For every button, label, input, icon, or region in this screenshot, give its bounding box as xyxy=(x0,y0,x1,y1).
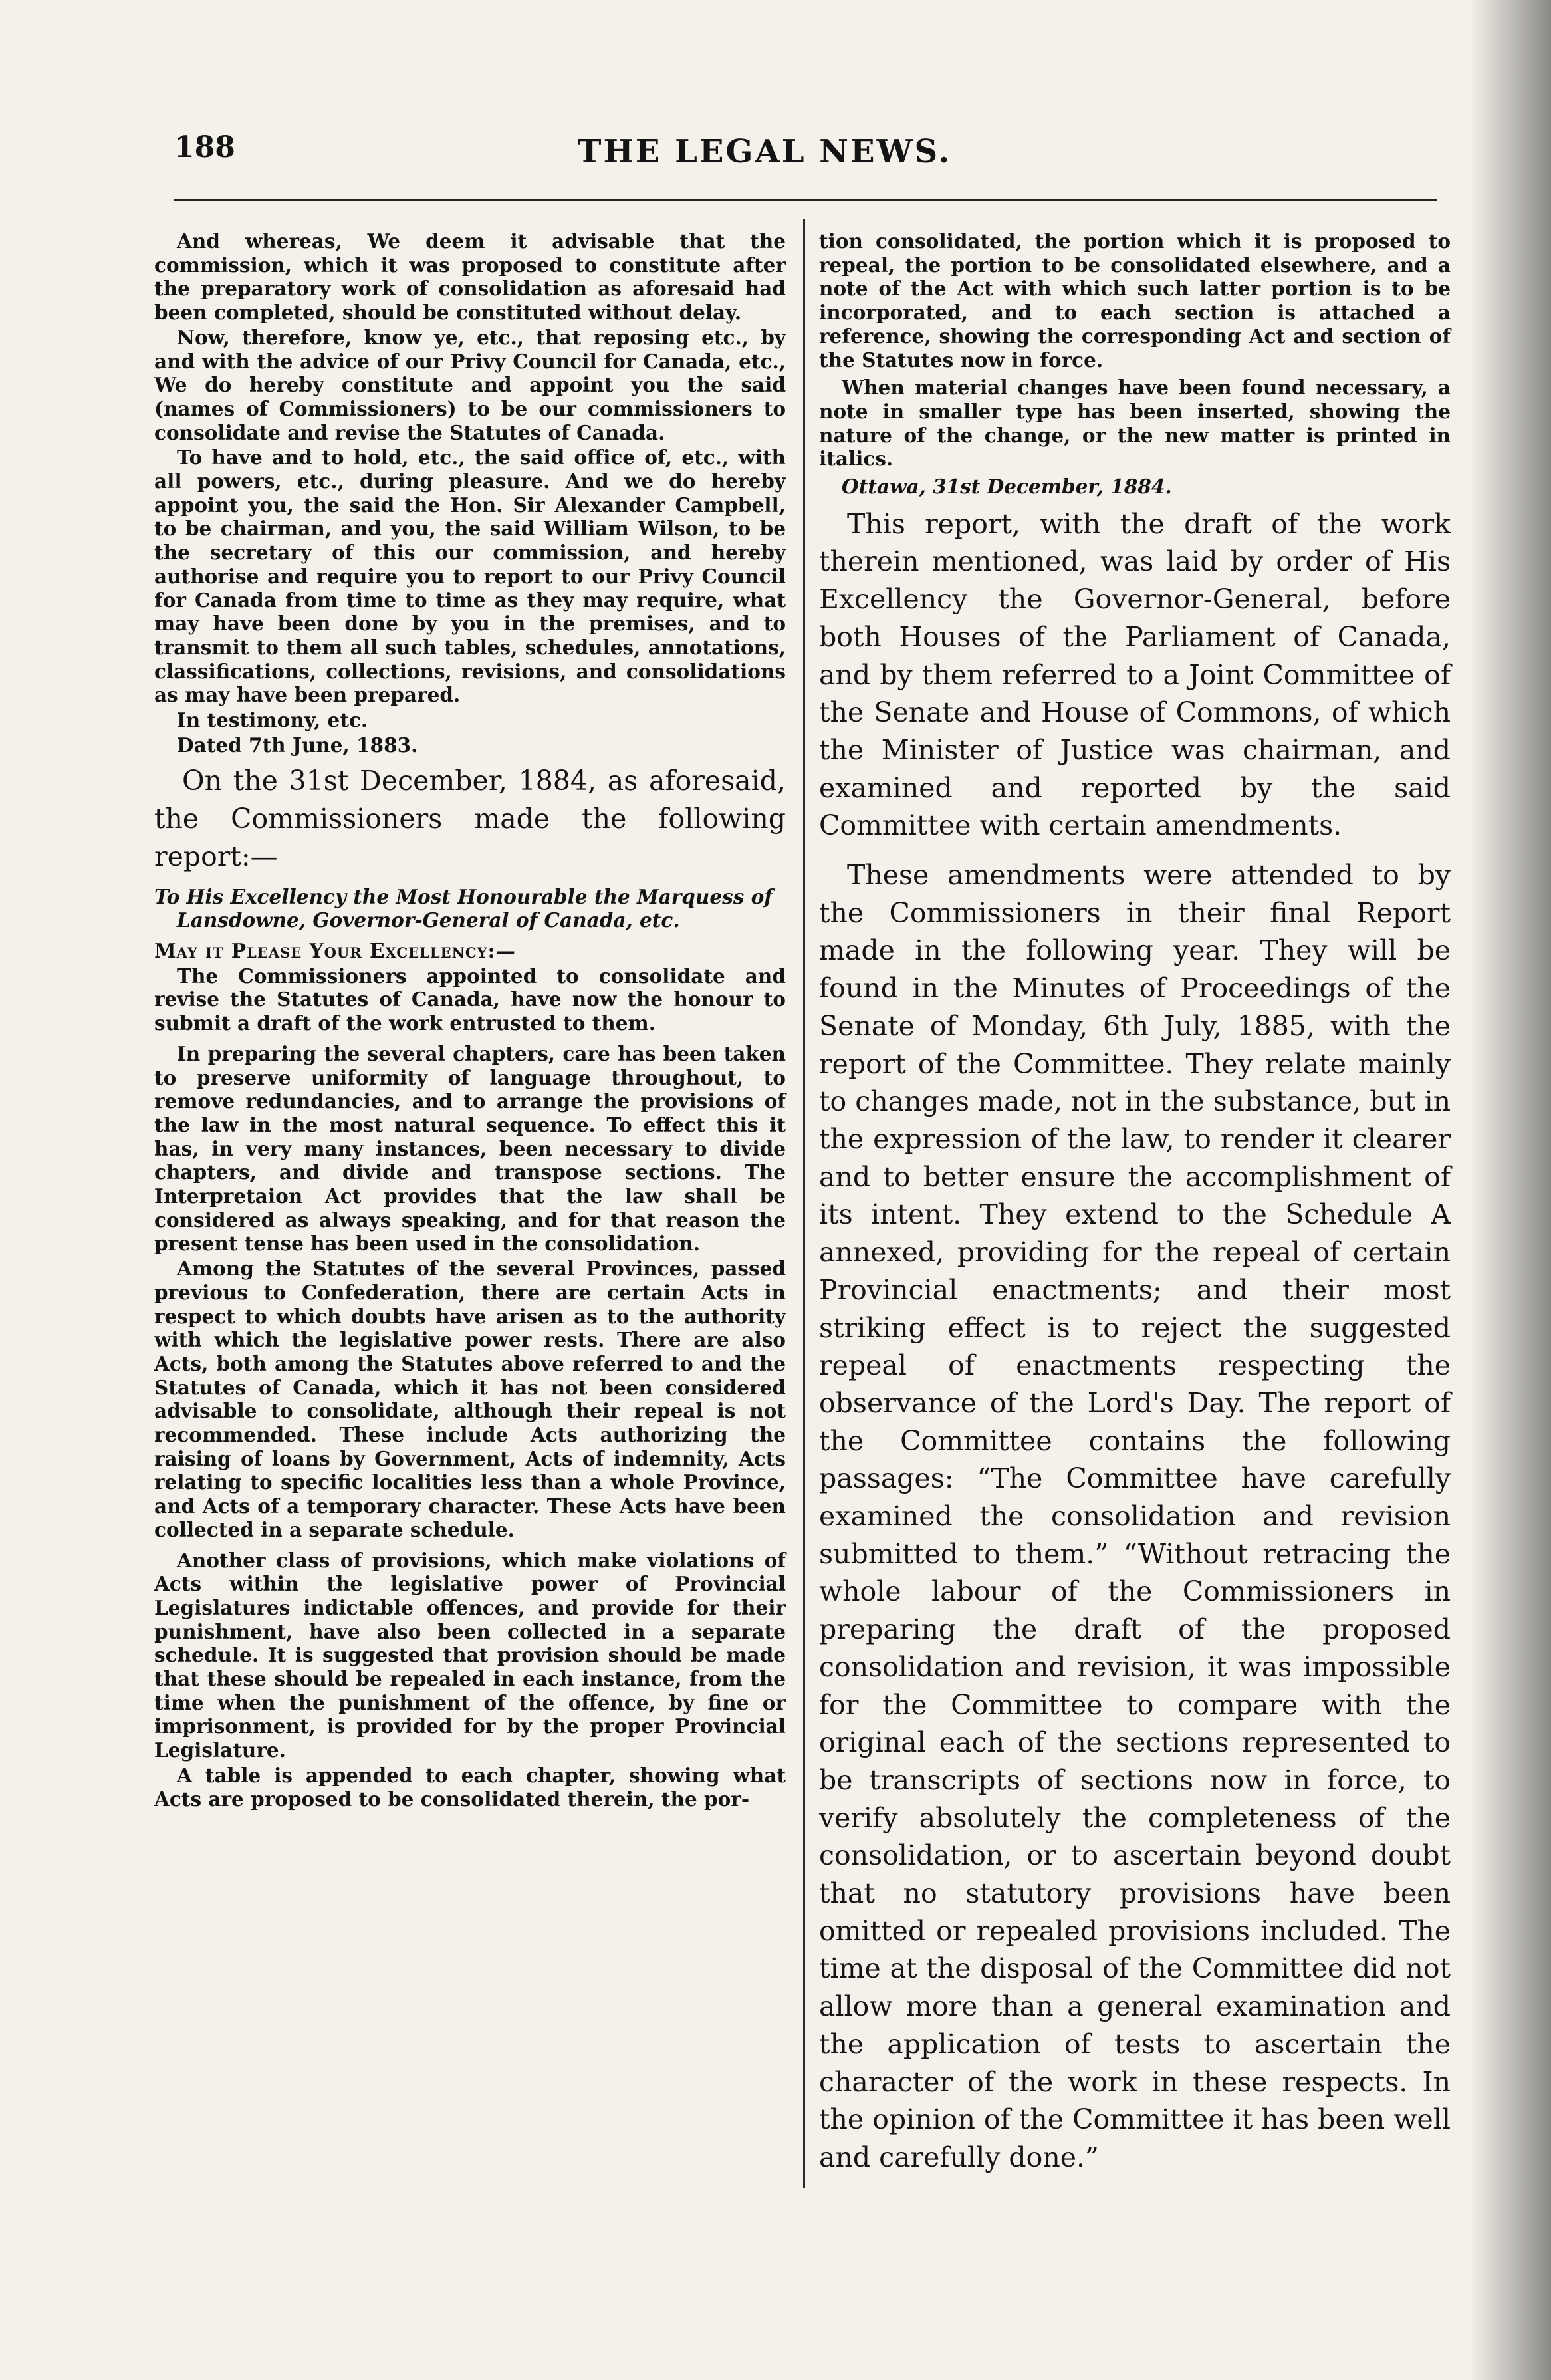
report-paragraph-6: When material changes have been found necessary, a note in smaller type has been inserted, showing the nature of the change, or the new matter is printed in italics. xyxy=(819,376,1451,471)
paragraph-report-intro: On the 31st December, 1884, as aforesaid, the Commissioners made the following report:— xyxy=(154,765,786,872)
report-paragraph-5-continued: tion consolidated, the portion which it is proposed to repeal, the portion to be consolidated elsewhere, and a note of the Act with which such latter portion is to be incorporated, and to each section is attached a reference, showing the corresponding Act and section of the Statutes now in force. xyxy=(819,229,1451,372)
report-paragraph-5: A table is appended to each chapter, showing what Acts are proposed to be consolidated therein, the por- xyxy=(154,1763,786,1811)
report-signature-place-date: Ottawa, 31st December, 1884. xyxy=(842,475,1172,499)
column-divider xyxy=(803,219,805,2188)
paragraph-now-therefore: Now, therefore, know ye, etc., that reposing etc., by and with the advice of our Privy Council for Canada, etc., We do hereby constitute and appoint you the said (names of Commissioners) to be our commissioners to consolidate and revise the Statutes of Canada. xyxy=(154,325,786,444)
right-column xyxy=(819,229,1451,2177)
page-edge-shadow xyxy=(1469,0,1551,2380)
left-column xyxy=(154,229,786,1811)
paragraph-dated: Dated 7th June, 1883. xyxy=(177,733,418,757)
report-paragraph-2: In preparing the several chapters, care has been taken to preserve uniformity of language throughout, to remove redundancies, and to arrange the provisions of the law in the most natural sequence. To effect this it has, in very many instances, been necessary to divide chapters, and divide and transpose sections. The Interpretaion Act provides that the law shall be considered as always speaking, and for that reason the present tense has been used in the consolidation. xyxy=(154,1041,786,1256)
paragraph-amendments: These amendments were attended to by the Commissioners in their final Report made in the following year. They will be found in the Minutes of Proceedings of the Senate of Monday, 6th July, 1885, with the report of the Committee. They relate mainly to changes made, not in the substance, but in the expression of the law, to render it clearer and to better ensure the accomplishment of its intent. They extend to the Schedule A annexed, providing for the repeal of certain Provincial enactments; and their most striking effect is to reject the suggested repeal of enactments respecting the observance of the Lord's Day. The report of the Committee contains the following passages: “The Committee have carefully examined the consolidation and revision submitted to them.” “Without retracing the whole labour of the Commissioners in preparing the draft of the proposed consolidation and revision, it was impossible for the Committee to compare with the original each of the sections represented to be transcripts of sections now in force, to verify absolutely the completeness of the consolidation, or to ascertain beyond doubt that no statutory provisions have been omitted or repealed provisions included. The time at the disposal of the Committee did not allow more than a general examination and the application of tests to ascertain the character of the work in these respects. In the opinion of the Committee it has been well and carefully done.” xyxy=(819,859,1451,2173)
page-number: 188 xyxy=(174,130,235,164)
paragraph-report-laid: This report, with the draft of the work therein mentioned, was laid by order of His Excellency the Governor-General, before both Houses of the Parliament of Canada, and by them referred to a Joint Committee of the Senate and House of Commons, of which the Minister of Justice was chairman, and examined and reported by the said Committee with certain amendments. xyxy=(819,507,1451,842)
running-title: THE LEGAL NEWS. xyxy=(577,133,952,170)
paragraph-to-have-and-to-hold: To have and to hold, etc., the said office of, etc., with all powers, etc., during pleasure. And we do hereby appoint you, the said the Hon. Sir Alexander Campbell, to be chairman, and you, the said William Wilson, to be the secretary of this our commission, and hereby authorise and require you to report to our Privy Council for Canada from time to time as they may require, what may have been done by you in the premises, and to transmit to them all such tables, schedules, annotations, classifications, collections, revisions, and consolidations as may have been prepared. xyxy=(154,446,786,707)
report-salutation: May it Please Your Excellency:— xyxy=(154,938,516,962)
report-address: To His Excellency the Most Honourable the Marquess of Lansdowne, Governor-General of Canada, etc. xyxy=(154,884,773,932)
report-paragraph-4: Another class of provisions, which make violations of Acts within the legislative power of Provincial Legislatures indictable offences, and provide for their punishment, have also been collected in a separate schedule. It is suggested that provision should be made that these should be repealed in each instance, from the time when the punishment of the offence, by fine or imprisonment, is provided for by the proper Provincial Legislature. xyxy=(154,1548,786,1762)
paragraph-in-testimony: In testimony, etc. xyxy=(177,708,368,732)
header-rule xyxy=(174,199,1437,201)
report-paragraph-3: Among the Statutes of the several Provinces, passed previous to Confederation, there are certain Acts in respect to which doubts have arisen as to the authority with which the legislative power rests. There are also Acts, both among the Statutes above referred to and the Statutes of Canada, which it has not been considered advisable to consolidate, although their repeal is not recommended. These include Acts authorizing the raising of loans by Government, Acts of indemnity, Acts relating to specific localities less than a whole Province, and Acts of a temporary character. These Acts have been collected in a separate schedule. xyxy=(154,1257,786,1541)
report-paragraph-1: The Commissioners appointed to consolidate and revise the Statutes of Canada, have now the honour to submit a draft of the work entrusted to them. xyxy=(154,964,786,1035)
paragraph-whereas: And whereas, We deem it advisable that the commission, which it was proposed to constitute after the preparatory work of consolidation as aforesaid had been completed, should be constituted without delay. xyxy=(154,229,786,325)
